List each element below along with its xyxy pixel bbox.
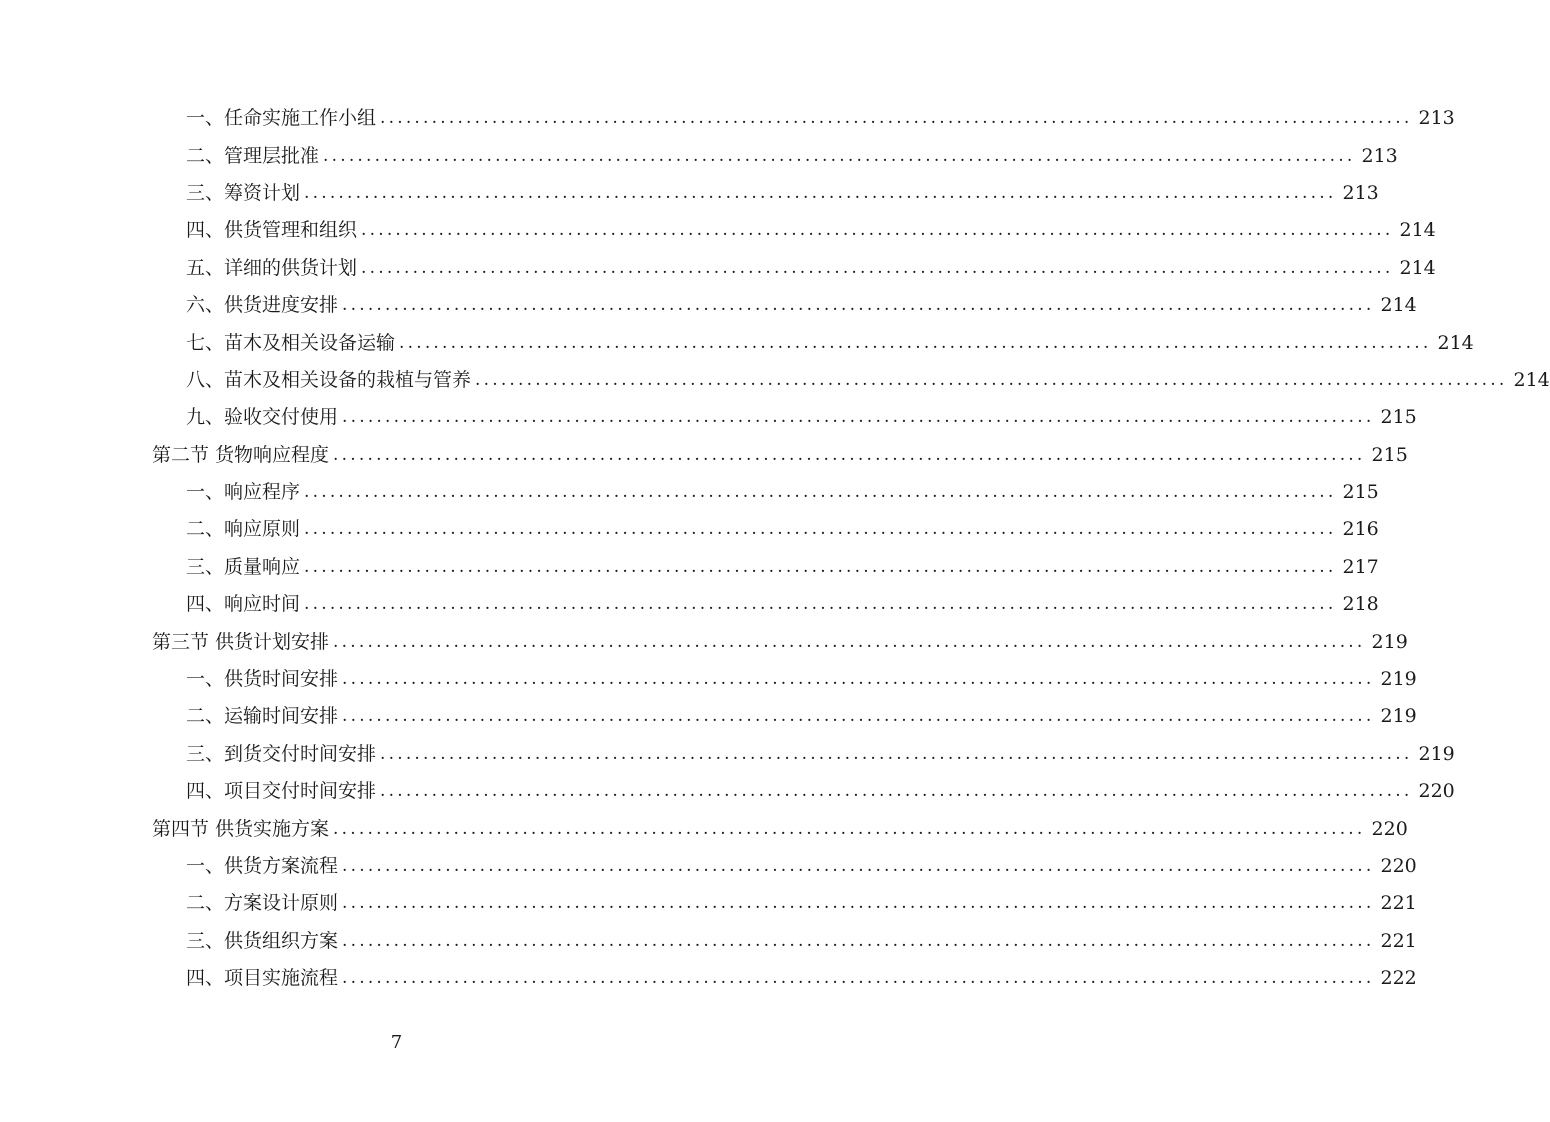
toc-entry-page: 221 <box>1380 929 1417 952</box>
toc-dot-leader: ........................................................................................................................ <box>380 108 1413 129</box>
toc-entry[interactable] <box>0 923 1417 960</box>
toc-dot-leader: ........................................................................................................................ <box>342 669 1375 690</box>
toc-entry-page: 215 <box>1342 481 1379 504</box>
toc-dot-leader: ........................................................................................................................ <box>342 407 1375 428</box>
toc-entry-page: 220 <box>1418 780 1455 803</box>
toc-entry-page: 219 <box>1380 705 1417 728</box>
toc-entry-title: 第二节 货物响应程度 <box>152 443 330 466</box>
toc-dot-leader: ........................................................................................................................ <box>304 556 1337 577</box>
toc-entry-page: 214 <box>1513 368 1550 391</box>
toc-entry-title: 一、响应程序 <box>186 481 301 504</box>
toc-entry-page: 222 <box>1380 967 1417 990</box>
toc-entry[interactable] <box>0 661 1417 698</box>
toc-dot-leader: ........................................................................................................................ <box>342 706 1375 727</box>
toc-dot-leader: ........................................................................................................................ <box>475 369 1508 390</box>
toc-entry-page: 214 <box>1399 219 1436 242</box>
toc-entry[interactable] <box>0 100 1455 137</box>
toc-entry[interactable] <box>0 885 1417 922</box>
table-of-contents <box>0 100 1550 997</box>
toc-entry[interactable] <box>0 773 1455 810</box>
toc-entry-page: 219 <box>1380 668 1417 691</box>
toc-section-entry[interactable] <box>0 810 1408 847</box>
toc-entry-title: 二、响应原则 <box>186 518 301 541</box>
toc-entry[interactable] <box>0 362 1550 399</box>
toc-entry-title: 八、苗木及相关设备的栽植与管养 <box>186 368 472 391</box>
toc-dot-leader: ........................................................................................................................ <box>304 594 1337 615</box>
toc-dot-leader: ........................................................................................................................ <box>361 257 1394 278</box>
toc-entry-page: 220 <box>1371 817 1408 840</box>
toc-entry-page: 218 <box>1342 593 1379 616</box>
toc-entry-page: 219 <box>1371 630 1408 653</box>
toc-entry-title: 九、验收交付使用 <box>186 406 339 429</box>
toc-dot-leader: ........................................................................................................................ <box>304 182 1337 203</box>
toc-entry[interactable] <box>0 137 1398 174</box>
toc-entry-title: 一、供货时间安排 <box>186 668 339 691</box>
toc-entry-title: 三、到货交付时间安排 <box>186 742 377 765</box>
toc-entry[interactable] <box>0 287 1417 324</box>
toc-entry-page: 215 <box>1371 443 1408 466</box>
toc-entry-page: 214 <box>1399 256 1436 279</box>
toc-dot-leader: ........................................................................................................................ <box>342 893 1375 914</box>
toc-dot-leader: ........................................................................................................................ <box>304 519 1337 540</box>
toc-entry[interactable] <box>0 848 1417 885</box>
toc-entry-title: 第三节 供货计划安排 <box>152 630 330 653</box>
toc-entry-title: 一、供货方案流程 <box>186 855 339 877</box>
toc-dot-leader: ........................................................................................................................ <box>399 332 1432 353</box>
toc-section-entry[interactable] <box>0 623 1408 660</box>
toc-dot-leader: ........................................................................................................................ <box>342 968 1375 989</box>
toc-entry-title: 二、管理层批准 <box>186 144 320 167</box>
toc-dot-leader: ........................................................................................................................ <box>333 444 1366 465</box>
toc-entry-title: 四、供货管理和组织 <box>186 219 358 242</box>
toc-entry-page: 214 <box>1437 331 1474 354</box>
toc-dot-leader: ........................................................................................................................ <box>342 295 1375 316</box>
toc-entry-title: 六、供货进度安排 <box>186 294 339 317</box>
toc-entry-title: 四、项目实施流程 <box>186 967 339 990</box>
toc-entry[interactable] <box>0 698 1417 735</box>
toc-entry[interactable] <box>0 586 1379 623</box>
toc-entry-page: 220 <box>1380 855 1417 877</box>
page-number: 7 <box>390 1032 403 1053</box>
toc-entry[interactable] <box>0 324 1474 361</box>
toc-entry-title: 三、质量响应 <box>186 555 301 578</box>
toc-entry-title: 四、项目交付时间安排 <box>186 780 377 803</box>
toc-entry-title: 第四节 供货实施方案 <box>152 817 330 840</box>
toc-entry[interactable] <box>0 175 1379 212</box>
toc-entry[interactable] <box>0 736 1455 773</box>
toc-entry-title: 五、详细的供货计划 <box>186 256 358 279</box>
toc-dot-leader: ........................................................................................................................ <box>342 856 1375 876</box>
toc-entry[interactable] <box>0 399 1417 436</box>
toc-section-entry[interactable] <box>0 437 1408 474</box>
toc-entry-title: 一、任命实施工作小组 <box>186 107 377 130</box>
toc-entry-page: 213 <box>1361 144 1398 167</box>
toc-entry-page: 213 <box>1418 107 1455 130</box>
toc-entry-title: 二、方案设计原则 <box>186 892 339 915</box>
toc-entry-page: 216 <box>1342 518 1379 541</box>
toc-entry-page: 215 <box>1380 406 1417 429</box>
toc-entry-title: 三、供货组织方案 <box>186 929 339 952</box>
toc-dot-leader: ........................................................................................................................ <box>304 482 1337 503</box>
toc-entry[interactable] <box>0 212 1436 249</box>
toc-entry[interactable] <box>0 549 1379 586</box>
toc-entry-title: 二、运输时间安排 <box>186 705 339 728</box>
toc-entry-page: 221 <box>1380 892 1417 915</box>
toc-dot-leader: ........................................................................................................................ <box>333 631 1366 652</box>
toc-entry-page: 219 <box>1418 742 1455 765</box>
toc-entry[interactable] <box>0 511 1379 548</box>
toc-dot-leader: ........................................................................................................................ <box>323 145 1356 166</box>
toc-entry-page: 213 <box>1342 181 1379 204</box>
toc-entry-title: 四、响应时间 <box>186 593 301 616</box>
toc-entry[interactable] <box>0 960 1417 997</box>
toc-entry-page: 217 <box>1342 555 1379 578</box>
toc-entry-title: 三、筹资计划 <box>186 181 301 204</box>
toc-dot-leader: ........................................................................................................................ <box>333 818 1366 839</box>
toc-entry[interactable] <box>0 250 1436 287</box>
toc-dot-leader: ........................................................................................................................ <box>380 781 1413 802</box>
toc-entry-title: 七、苗木及相关设备运输 <box>186 331 396 354</box>
toc-dot-leader: ........................................................................................................................ <box>361 220 1394 241</box>
toc-entry-page: 214 <box>1380 294 1417 317</box>
toc-dot-leader: ........................................................................................................................ <box>380 743 1413 764</box>
toc-entry[interactable] <box>0 474 1379 511</box>
toc-dot-leader: ........................................................................................................................ <box>342 930 1375 951</box>
